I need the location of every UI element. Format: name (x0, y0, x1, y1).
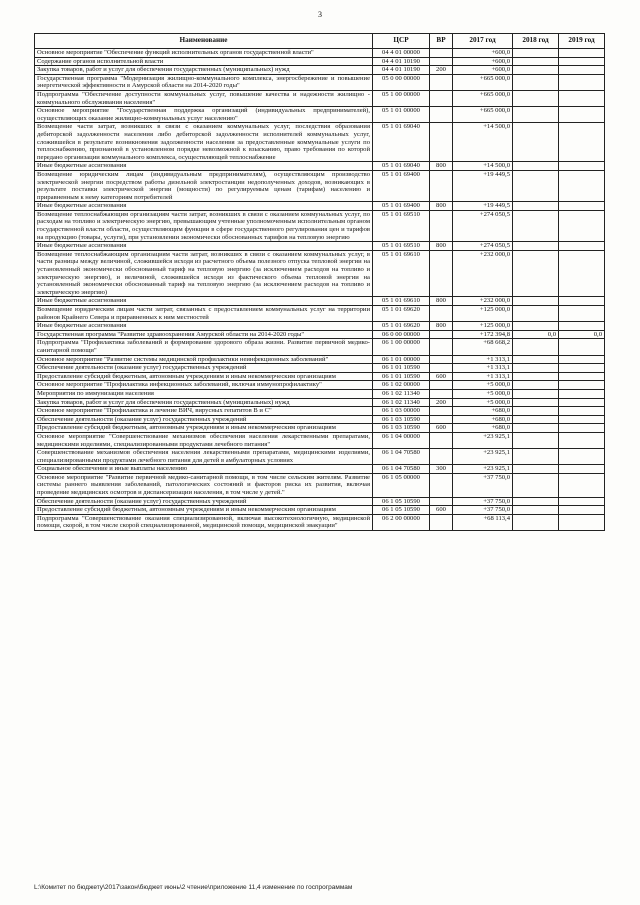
row-amount-2018 (513, 162, 559, 171)
row-amount-2017: +274 050,5 (453, 242, 513, 251)
row-amount-2019 (559, 202, 605, 211)
row-vr: 600 (430, 424, 453, 433)
row-amount-2019 (559, 432, 605, 448)
row-name: Предоставление субсидий бюджетным, автономным учреждениям и иным некоммерческим организациям (35, 506, 373, 515)
row-name: Совершенствование механизмов обеспечения населения лекарственными препаратами, медицинскими изделиями, специализированными продуктами лечебного питания для детей в амбулаторных условиях (35, 449, 373, 465)
row-amount-2018 (513, 372, 559, 381)
row-vr (430, 250, 453, 297)
table-row (35, 407, 605, 416)
row-name: Предоставление субсидий бюджетным, автономным учреждениям и иным некоммерческим организациям (35, 424, 373, 433)
row-name: Обеспечение деятельности (оказание услуг) государственных учреждений (35, 364, 373, 373)
row-amount-2018 (513, 449, 559, 465)
row-amount-2018 (513, 242, 559, 251)
row-amount-2017: +37 750,0 (453, 497, 513, 506)
row-name: Государственная программа "Развитие здравоохранения Амурской области на 2014-2020 годы" (35, 330, 373, 339)
row-name: Основное мероприятие "Государственная поддержка организаций (индивидуальных предпринимателей), осуществляющих оказание жилищно-коммунальных услуг населению" (35, 107, 373, 123)
row-amount-2018 (513, 49, 559, 58)
row-vr (430, 306, 453, 322)
row-name: Обеспечение деятельности (оказание услуг) государственных учреждений (35, 415, 373, 424)
row-csr: 05 1 01 69620 (373, 322, 430, 331)
row-vr: 200 (430, 66, 453, 75)
row-name: Иные бюджетные ассигнования (35, 297, 373, 306)
row-csr: 06 1 00 00000 (373, 339, 430, 355)
row-amount-2018: 0,0 (513, 330, 559, 339)
row-amount-2019 (559, 250, 605, 297)
file-path-footer: L:\Комитет по бюджету\2017\закон\бюджет июнь\2 чтение\приложение 11,4 изменение по госпрограммам (34, 884, 353, 891)
row-vr (430, 355, 453, 364)
row-amount-2019 (559, 473, 605, 497)
row-csr: 06 1 04 00000 (373, 432, 430, 448)
table-row (35, 330, 605, 339)
table-row (35, 123, 605, 162)
row-csr: 05 1 01 69510 (373, 242, 430, 251)
row-amount-2019 (559, 66, 605, 75)
table-row (35, 162, 605, 171)
row-amount-2018 (513, 407, 559, 416)
row-csr: 05 1 01 69510 (373, 210, 430, 241)
row-amount-2019 (559, 465, 605, 474)
table-row (35, 398, 605, 407)
row-amount-2019 (559, 407, 605, 416)
row-name: Основное мероприятие "Профилактика инфекционных заболеваний, включая иммунопрофилактику" (35, 381, 373, 390)
row-vr (430, 407, 453, 416)
row-vr: 800 (430, 322, 453, 331)
header-row (35, 34, 605, 49)
row-vr (430, 473, 453, 497)
row-amount-2019 (559, 398, 605, 407)
row-name: Основное мероприятие "Развитие системы медицинской профилактики неинфекционных заболеваний" (35, 355, 373, 364)
row-vr: 200 (430, 398, 453, 407)
row-csr: 05 1 01 69610 (373, 297, 430, 306)
row-amount-2017: +600,0 (453, 49, 513, 58)
row-vr (430, 364, 453, 373)
row-csr: 06 1 03 10590 (373, 424, 430, 433)
header-2019: 2019 год (559, 34, 605, 49)
row-name: Иные бюджетные ассигнования (35, 322, 373, 331)
row-name: Основное мероприятие "Развитие первичной медико-санитарной помощи, в том числе сельским жителям. Развитие системы раннего выявления заболеваний, патологических состояний и факторов риска их развития, включая проведение медицинских осмотров и диспансеризации населения, в том числе у детей." (35, 473, 373, 497)
row-amount-2017: +680,0 (453, 407, 513, 416)
row-amount-2018 (513, 465, 559, 474)
row-vr: 300 (430, 465, 453, 474)
row-csr: 06 1 02 00000 (373, 381, 430, 390)
row-amount-2017: +680,0 (453, 424, 513, 433)
row-amount-2019 (559, 242, 605, 251)
row-amount-2018 (513, 66, 559, 75)
row-csr: 04 4 01 00000 (373, 49, 430, 58)
row-vr (430, 415, 453, 424)
row-amount-2019 (559, 49, 605, 58)
table-row (35, 74, 605, 90)
row-amount-2019 (559, 57, 605, 66)
row-name: Содержание органов исполнительной власти (35, 57, 373, 66)
row-vr: 600 (430, 372, 453, 381)
row-amount-2017: +232 000,0 (453, 250, 513, 297)
table-row (35, 424, 605, 433)
row-name: Мероприятия по иммунизации населения (35, 389, 373, 398)
table-row (35, 202, 605, 211)
row-amount-2017: +19 449,5 (453, 170, 513, 201)
table-row (35, 322, 605, 331)
row-vr (430, 49, 453, 58)
row-csr: 06 1 04 70580 (373, 449, 430, 465)
row-csr: 06 0 00 00000 (373, 330, 430, 339)
row-amount-2018 (513, 210, 559, 241)
header-name: Наименование (35, 34, 373, 49)
row-vr (430, 330, 453, 339)
row-name: Подпрограмма "Обеспечение доступности коммунальных услуг, повышение качества и надежности жилищно - коммунального обслуживания населения" (35, 90, 373, 106)
row-amount-2019 (559, 123, 605, 162)
row-csr: 05 1 01 69400 (373, 170, 430, 201)
row-csr: 06 1 02 11340 (373, 389, 430, 398)
row-amount-2019 (559, 170, 605, 201)
row-amount-2018 (513, 297, 559, 306)
row-vr: 800 (430, 202, 453, 211)
row-amount-2018 (513, 250, 559, 297)
row-amount-2018 (513, 432, 559, 448)
row-amount-2018 (513, 364, 559, 373)
row-amount-2019 (559, 424, 605, 433)
row-amount-2018 (513, 424, 559, 433)
row-name: Иные бюджетные ассигнования (35, 202, 373, 211)
row-amount-2018 (513, 123, 559, 162)
row-amount-2018 (513, 355, 559, 364)
row-name: Подпрограмма "Профилактика заболеваний и формирование здорового образа жизни. Развитие первичной медико-санитарной помощи" (35, 339, 373, 355)
table-row (35, 242, 605, 251)
row-vr (430, 123, 453, 162)
table-row (35, 497, 605, 506)
row-amount-2017: +232 000,0 (453, 297, 513, 306)
row-amount-2018 (513, 202, 559, 211)
row-vr (430, 74, 453, 90)
row-amount-2018 (513, 322, 559, 331)
row-vr: 800 (430, 242, 453, 251)
header-2018: 2018 год (513, 34, 559, 49)
row-amount-2017: +665 000,0 (453, 74, 513, 90)
row-amount-2018 (513, 506, 559, 515)
row-name: Возмещение юридическим лицам части затрат, связанных с предоставлением коммунальных услуг на территории районов Крайнего Севера и приравненных к ним местностей (35, 306, 373, 322)
row-amount-2017: +125 000,0 (453, 306, 513, 322)
row-csr: 06 1 01 10590 (373, 372, 430, 381)
row-amount-2019 (559, 107, 605, 123)
row-amount-2017: +680,0 (453, 415, 513, 424)
row-csr: 06 1 01 00000 (373, 355, 430, 364)
row-csr: 06 1 05 00000 (373, 473, 430, 497)
row-amount-2019 (559, 74, 605, 90)
row-csr: 04 4 01 10190 (373, 57, 430, 66)
table-row (35, 170, 605, 201)
row-amount-2018 (513, 389, 559, 398)
row-amount-2017: +1 313,1 (453, 372, 513, 381)
row-amount-2017: +23 925,1 (453, 432, 513, 448)
row-name: Подпрограмма "Совершенствование оказания специализированной, включая высокотехнологичную, медицинской помощи, скорой, в том числе скорой специализированной, медицинской помощи, медицинской эвакуации" (35, 514, 373, 530)
row-csr: 06 1 04 70580 (373, 465, 430, 474)
row-vr (430, 90, 453, 106)
page-number: 3 (318, 10, 322, 19)
row-name: Государственная программа "Модернизация жилищно-коммунального комплекса, энергосбережение и повышение энергетической эффективности в Амурской области на 2014-2020 годы" (35, 74, 373, 90)
row-amount-2017: +274 050,5 (453, 210, 513, 241)
row-name: Основное мероприятие "Обеспечение функций исполнительных органов государственной власти" (35, 49, 373, 58)
header-2017: 2017 год (453, 34, 513, 49)
row-vr (430, 514, 453, 530)
row-name: Возмещение теплоснабжающим организациям части затрат, возникших в связи с оказанием коммунальных услуг, в части разницы между величиной, сложившейся исходя из расчетного объема полезного отпуска тепловой энергии на установленный экономически обоснованный тариф на тепловую энергию (за исключением расходов на топливо и электрическую энергию), и величиной, сложившейся исходя из фактического объема тепловой энергии на установленный экономически обоснованный тариф на тепловую энергию (за исключением расходов на топливо и электрическую энергию) (35, 250, 373, 297)
row-vr: 800 (430, 297, 453, 306)
table-row (35, 107, 605, 123)
row-name: Закупка товаров, работ и услуг для обеспечения государственных (муниципальных) нужд (35, 66, 373, 75)
row-amount-2018 (513, 473, 559, 497)
table-row (35, 66, 605, 75)
row-name: Социальное обеспечение и иные выплаты населению (35, 465, 373, 474)
row-amount-2019 (559, 415, 605, 424)
table-row (35, 449, 605, 465)
row-amount-2017: +14 500,0 (453, 123, 513, 162)
row-vr (430, 339, 453, 355)
table-row (35, 250, 605, 297)
row-amount-2017: +1 313,1 (453, 355, 513, 364)
row-csr: 06 2 00 00000 (373, 514, 430, 530)
table-body (35, 49, 605, 531)
row-name: Обеспечение деятельности (оказание услуг) государственных учреждений (35, 497, 373, 506)
row-amount-2018 (513, 514, 559, 530)
row-amount-2019 (559, 339, 605, 355)
row-name: Возмещение теплоснабжающим организациям части затрат, возникших в связи с оказанием коммунальных услуг, по расходам на топливо и электрическую энергию, превышающим учтенные уполномоченным исполнительным органом государственной власти области, осуществляющим функции в сфере государственного регулирования цен и тарифов на продукцию (товары, услуги), при установлении экономически обоснованных тарифов на тепловую энергию (35, 210, 373, 241)
row-csr: 05 1 01 69040 (373, 123, 430, 162)
row-amount-2018 (513, 381, 559, 390)
row-vr (430, 389, 453, 398)
row-amount-2017: +5 000,0 (453, 389, 513, 398)
table-row (35, 514, 605, 530)
table-row (35, 57, 605, 66)
row-amount-2018 (513, 497, 559, 506)
row-amount-2017: +1 313,1 (453, 364, 513, 373)
row-name: Основное мероприятие "Профилактика и лечение ВИЧ, вирусных гепатитов В и С" (35, 407, 373, 416)
row-vr (430, 381, 453, 390)
table-row (35, 210, 605, 241)
row-name: Закупка товаров, работ и услуг для обеспечения государственных (муниципальных) нужд (35, 398, 373, 407)
row-amount-2017: +37 750,0 (453, 506, 513, 515)
row-vr (430, 497, 453, 506)
table-row (35, 473, 605, 497)
table-row (35, 339, 605, 355)
row-csr: 05 1 01 69400 (373, 202, 430, 211)
row-name: Предоставление субсидий бюджетным, автономным учреждениям и иным некоммерческим организациям (35, 372, 373, 381)
table-row (35, 372, 605, 381)
row-vr (430, 57, 453, 66)
row-name: Возмещение юридическим лицам (индивидуальным предпринимателям), осуществляющим производство электрической энергии посредством работы дизельной электростанции недополученных доходов, возникающих в результате поставки электрической энергии (мощности) по регулируемым ценам (тарифам) населению и приравненным к нему категориям потребителей (35, 170, 373, 201)
row-csr: 05 1 01 69040 (373, 162, 430, 171)
row-amount-2018 (513, 306, 559, 322)
table-row (35, 364, 605, 373)
table-row (35, 415, 605, 424)
row-amount-2017: +23 925,1 (453, 449, 513, 465)
row-amount-2017: +14 500,0 (453, 162, 513, 171)
row-amount-2017: +37 750,0 (453, 473, 513, 497)
row-name: Иные бюджетные ассигнования (35, 242, 373, 251)
row-amount-2019 (559, 355, 605, 364)
row-amount-2017: +68 113,4 (453, 514, 513, 530)
row-amount-2017: +172 394,8 (453, 330, 513, 339)
row-amount-2019 (559, 162, 605, 171)
row-amount-2017: +19 449,5 (453, 202, 513, 211)
header-vr: ВР (430, 34, 453, 49)
row-amount-2017: +23 925,1 (453, 465, 513, 474)
row-amount-2019 (559, 389, 605, 398)
row-csr: 06 1 01 10590 (373, 364, 430, 373)
row-amount-2019 (559, 381, 605, 390)
table-row (35, 355, 605, 364)
row-csr: 06 1 02 11340 (373, 398, 430, 407)
table-header (35, 34, 605, 49)
table-row (35, 465, 605, 474)
row-amount-2019 (559, 514, 605, 530)
row-amount-2017: +600,0 (453, 66, 513, 75)
header-csr: ЦСР (373, 34, 430, 49)
row-amount-2017: +68 668,2 (453, 339, 513, 355)
row-amount-2017: +600,0 (453, 57, 513, 66)
row-csr: 05 1 01 00000 (373, 107, 430, 123)
table-row (35, 381, 605, 390)
row-amount-2018 (513, 415, 559, 424)
row-amount-2019 (559, 497, 605, 506)
row-amount-2019 (559, 322, 605, 331)
row-vr (430, 170, 453, 201)
row-vr: 800 (430, 162, 453, 171)
row-amount-2018 (513, 339, 559, 355)
row-vr (430, 210, 453, 241)
row-amount-2017: +665 000,0 (453, 90, 513, 106)
table-row (35, 506, 605, 515)
row-name: Основное мероприятие "Совершенствование механизмов обеспечения населения лекарственными препаратами, медицинскими изделиями, специализированными продуктами лечебного питания" (35, 432, 373, 448)
row-amount-2019 (559, 449, 605, 465)
row-amount-2019 (559, 297, 605, 306)
row-amount-2019 (559, 90, 605, 106)
row-name: Возмещение части затрат, возникших в связи с оказанием коммунальных услуг, последствия образования дебиторской задолженности населения либо дебиторской задолженности исполнителей коммунальных услуг, сложившейся в результате возникновения задолженности населения за предоставленные коммунальные услуги по теплоснабжению, признанной в установленном порядке невозможной к взысканию, право требования по которой передано организации коммунального комплекса, осуществляющей теплоснабжение (35, 123, 373, 162)
table-row (35, 90, 605, 106)
row-amount-2017: +5 000,0 (453, 398, 513, 407)
row-name: Иные бюджетные ассигнования (35, 162, 373, 171)
row-amount-2019 (559, 506, 605, 515)
row-amount-2017: +125 000,0 (453, 322, 513, 331)
row-vr: 600 (430, 506, 453, 515)
row-csr: 04 4 01 10190 (373, 66, 430, 75)
row-vr (430, 449, 453, 465)
table-row (35, 306, 605, 322)
row-csr: 05 1 00 00000 (373, 90, 430, 106)
row-amount-2018 (513, 74, 559, 90)
table-row (35, 297, 605, 306)
budget-table (34, 33, 605, 531)
row-csr: 05 0 00 00000 (373, 74, 430, 90)
row-csr: 06 1 05 10590 (373, 497, 430, 506)
row-amount-2019 (559, 210, 605, 241)
row-amount-2018 (513, 107, 559, 123)
row-amount-2018 (513, 90, 559, 106)
row-amount-2019 (559, 364, 605, 373)
row-amount-2018 (513, 398, 559, 407)
table-row (35, 49, 605, 58)
row-amount-2019 (559, 372, 605, 381)
row-vr (430, 107, 453, 123)
row-amount-2019: 0,0 (559, 330, 605, 339)
row-csr: 05 1 01 69620 (373, 306, 430, 322)
row-csr: 05 1 01 69610 (373, 250, 430, 297)
table-row (35, 389, 605, 398)
row-csr: 06 1 05 10590 (373, 506, 430, 515)
row-csr: 06 1 03 10590 (373, 415, 430, 424)
row-amount-2017: +665 000,0 (453, 107, 513, 123)
row-amount-2019 (559, 306, 605, 322)
table-row (35, 432, 605, 448)
row-amount-2018 (513, 57, 559, 66)
row-vr (430, 432, 453, 448)
row-amount-2017: +5 000,0 (453, 381, 513, 390)
row-amount-2018 (513, 170, 559, 201)
row-csr: 06 1 03 00000 (373, 407, 430, 416)
